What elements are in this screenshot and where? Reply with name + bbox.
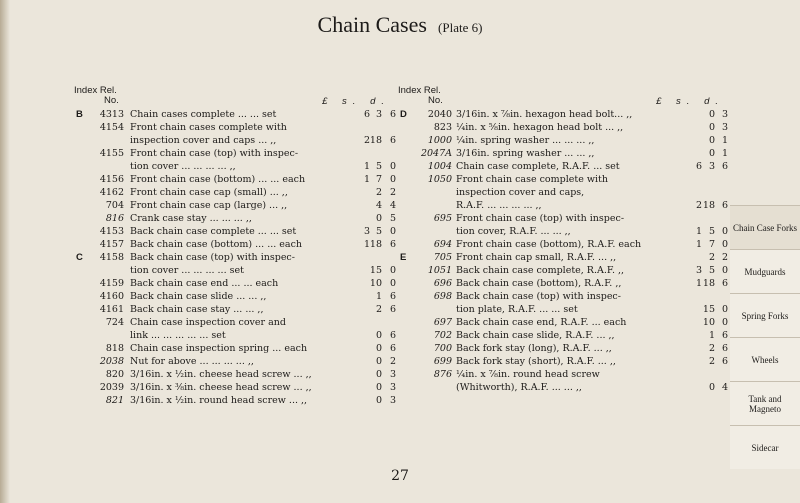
table-row [398,134,728,147]
price-pence: 3 [721,109,728,120]
price-pence: 6 [721,200,728,211]
part-number: 694 [433,239,452,250]
price-shillings: 15 [369,265,382,276]
price-pounds: 2 [363,135,370,146]
table-row [398,147,728,160]
price-pence: 0 [389,226,396,237]
part-description: Back fork stay (long), R.A.F. ... ,, [456,343,612,354]
part-description: Back chain case (bottom) ... ... each [130,239,303,250]
part-description: Crank case stay ... ... ... ,, [130,213,252,224]
part-number: 4161 [99,304,124,315]
part-description: R.A.F. ... ... ... ... ,, [456,200,542,211]
index-letter: B [76,109,83,120]
price-pounds: 3 [695,265,702,276]
section-tab[interactable]: Chain Case Forks [730,205,800,249]
table-row [398,342,728,355]
part-description: Chain case inspection spring ... each [130,343,308,354]
price-shillings: 0 [708,382,715,393]
part-number: 818 [105,343,124,354]
part-description: Back chain case complete, R.A.F. ,, [456,265,625,276]
price-pounds: 1 [695,278,702,289]
no-header: No. [104,95,119,106]
price-shillings: 2 [375,187,382,198]
table-row [398,355,728,368]
part-description: Chain cases complete ... ... set [130,109,277,120]
price-pence: 3 [389,369,396,380]
table-row [74,147,394,160]
part-number: 724 [105,317,124,328]
price-pounds: 2 [695,200,702,211]
table-row [74,212,394,225]
part-description: 3/16in. x ½in. round head screw ... ,, [130,395,308,406]
part-number: 2047A [420,148,452,159]
table-row [398,238,728,251]
table-row [74,199,394,212]
part-description: Back chain case slide ... ... ,, [130,291,267,302]
part-description: inspection cover and caps, [456,187,585,198]
table-row [74,264,394,277]
part-number: 4157 [99,239,124,250]
price-shillings: 0 [708,148,715,159]
part-description: Front chain case (top) with inspec- [130,148,299,159]
part-number: 4160 [99,291,124,302]
price-shillings: 2 [708,356,715,367]
part-number: 823 [433,122,452,133]
section-tab[interactable]: Spring Forks [730,293,800,337]
left-column-header [74,86,394,108]
section-tab[interactable]: Sidecar [730,425,800,469]
part-number: 816 [105,213,124,224]
part-number: 4153 [99,226,124,237]
table-row [398,368,728,381]
price-pounds: 6 [695,161,702,172]
table-row [398,316,728,329]
table-row [398,303,728,316]
price-pence: 0 [389,278,396,289]
part-number: 2040 [427,109,452,120]
price-pence: 4 [721,382,728,393]
index-letter: C [76,252,83,263]
price-shillings: 0 [375,382,382,393]
part-description: ¼in. x ⅝in. hexagon head bolt ... ,, [456,122,624,133]
price-pence: 6 [721,161,728,172]
price-pence: 6 [721,330,728,341]
table-row [74,277,394,290]
price-shillings: 10 [369,278,382,289]
part-number: 1051 [427,265,452,276]
price-shillings: 5 [375,226,382,237]
price-shillings: 1 [708,330,715,341]
table-row [398,173,728,186]
table-row [74,186,394,199]
part-description: tion cover ... ... ... ... ,, [130,161,236,172]
table-row [74,355,394,368]
price-shillings: 1 [375,291,382,302]
price-shillings: 18 [702,278,715,289]
price-shillings: 10 [702,317,715,328]
price-pence: 6 [389,291,396,302]
part-description: Front chain cap small, R.A.F. ... ,, [456,252,617,263]
part-description: Back chain case end, R.A.F. ... each [456,317,627,328]
part-description: Front chain case (bottom), R.A.F. each [456,239,642,250]
index-letter: E [400,252,407,263]
part-description: (Whitworth), R.A.F. ... ... ,, [456,382,582,393]
part-description: Back chain case complete ... ... set [130,226,297,237]
section-tab[interactable]: Mudguards [730,249,800,293]
table-row [398,121,728,134]
part-description: Back chain case stay ... ... ,, [130,304,264,315]
price-shillings: 0 [375,356,382,367]
price-pence: 4 [389,200,396,211]
table-row [398,199,728,212]
part-number: 4154 [99,122,124,133]
section-tabs [730,205,800,469]
part-number: 821 [105,395,124,406]
table-row [74,342,394,355]
part-number: 698 [433,291,452,302]
part-number: 695 [433,213,452,224]
price-shillings: 7 [708,239,715,250]
section-tab[interactable]: Wheels [730,337,800,381]
price-pence: 0 [389,174,396,185]
price-pence: 1 [721,148,728,159]
price-pounds: 1 [363,174,370,185]
part-number: 705 [433,252,452,263]
table-row [74,173,394,186]
part-number: 1004 [427,161,452,172]
part-description: 3/16in. x ½in. cheese head screw ... ,, [130,369,312,380]
part-description: Back fork stay (short), R.A.F. ... ,, [456,356,616,367]
table-row [74,381,394,394]
left-rows [74,108,394,407]
table-row [74,368,394,381]
price-pence: 6 [389,330,396,341]
part-description: 3/16in. x ⅞in. hexagon head bolt... ,, [456,109,633,120]
part-number: 2039 [99,382,124,393]
index-rel-header: Index Rel. [74,85,117,96]
price-shillings: 2 [375,304,382,315]
price-shillings: 0 [375,343,382,354]
table-row [74,134,394,147]
part-description: 3/16in. x ⅜in. cheese head screw ... ,, [130,382,312,393]
part-description: Back chain case slide, R.A.F. ... ,, [456,330,615,341]
price-shillings: 15 [702,304,715,315]
part-number: 2038 [99,356,124,367]
price-pence: 0 [721,239,728,250]
index-letter: D [400,109,407,120]
price-pence: 6 [721,343,728,354]
table-row [398,290,728,303]
part-description: Back chain case (top) with inspec- [456,291,621,302]
price-header: £ s. d. [656,96,724,107]
part-number: 702 [433,330,452,341]
price-shillings: 18 [369,239,382,250]
part-number: 700 [433,343,452,354]
title-text: Chain Cases [317,12,427,37]
part-number: 699 [433,356,452,367]
price-shillings: 5 [708,265,715,276]
price-pence: 2 [389,187,396,198]
price-shillings: 0 [375,330,382,341]
price-shillings: 18 [702,200,715,211]
price-pence: 0 [721,265,728,276]
table-row [398,160,728,173]
table-row [74,329,394,342]
price-shillings: 5 [708,226,715,237]
price-shillings: 0 [375,369,382,380]
table-row [398,381,728,394]
part-number: 696 [433,278,452,289]
price-shillings: 3 [375,109,382,120]
price-pence: 2 [389,356,396,367]
table-row [74,251,394,264]
part-number: 697 [433,317,452,328]
no-header: No. [428,95,443,106]
part-description: 3/16in. spring washer ... ... ,, [456,148,595,159]
price-shillings: 5 [375,161,382,172]
price-shillings: 2 [708,252,715,263]
part-description: Front chain case cap (small) ... ,, [130,187,288,198]
table-row [398,212,728,225]
index-rel-header: Index Rel. [398,85,441,96]
price-pence: 5 [389,213,396,224]
price-shillings: 0 [375,213,382,224]
part-number: 4313 [99,109,124,120]
part-description: Nut for above ... ... ... ... ,, [130,356,254,367]
table-row [74,238,394,251]
part-number: 876 [433,369,452,380]
price-pence: 6 [721,356,728,367]
part-number: 4158 [99,252,124,263]
right-column-header [398,86,728,108]
price-pounds: 3 [363,226,370,237]
part-number: 4156 [99,174,124,185]
table-row [74,316,394,329]
table-row [74,160,394,173]
table-row [398,264,728,277]
price-shillings: 0 [708,109,715,120]
part-description: ¼in. x ⅞in. round head screw [456,369,600,380]
table-row [74,394,394,407]
price-pounds: 1 [695,226,702,237]
part-number: 4162 [99,187,124,198]
part-number: 4155 [99,148,124,159]
price-pence: 6 [389,109,396,120]
part-number: 1050 [427,174,452,185]
right-rows [398,108,728,394]
table-row [74,303,394,316]
table-row [398,251,728,264]
price-pence: 6 [721,278,728,289]
price-pence: 0 [721,317,728,328]
price-shillings: 18 [369,135,382,146]
page-title [0,12,800,38]
table-row [398,108,728,121]
part-number: 704 [105,200,124,211]
price-shillings: 0 [708,135,715,146]
page-gutter [0,0,10,503]
part-number: 820 [105,369,124,380]
part-description: Back chain case (bottom), R.A.F. ,, [456,278,622,289]
price-pence: 6 [389,343,396,354]
page-number: 27 [391,468,409,484]
table-row [74,121,394,134]
part-description: inspection cover and caps ... ,, [130,135,277,146]
price-pounds: 6 [363,109,370,120]
price-pence: 3 [389,395,396,406]
part-description: link ... ... ... ... ... set [130,330,226,341]
part-description: Chain case complete, R.A.F. ... set [456,161,620,172]
price-pence: 3 [721,122,728,133]
price-pounds: 1 [363,161,370,172]
table-row [74,108,394,121]
subtitle-text: (Plate 6) [438,20,483,35]
price-shillings: 4 [375,200,382,211]
price-pence: 6 [389,304,396,315]
part-description: Back chain case end ... ... each [130,278,279,289]
price-pence: 2 [721,252,728,263]
part-description: tion cover ... ... ... ... set [130,265,244,276]
right-parts-column [398,86,728,394]
price-header: £ s. d. [322,96,390,107]
table-row [398,329,728,342]
price-pounds: 1 [695,239,702,250]
part-description: Front chain case (bottom) ... ... each [130,174,306,185]
price-pence: 0 [721,304,728,315]
table-row [74,225,394,238]
part-description: Back chain case (top) with inspec- [130,252,295,263]
price-pence: 6 [389,239,396,250]
part-description: ¼in. spring washer ... ... ... ,, [456,135,595,146]
part-description: Chain case inspection cover and [130,317,286,328]
price-shillings: 2 [708,343,715,354]
price-shillings: 3 [708,161,715,172]
part-number: 1000 [427,135,452,146]
price-shillings: 0 [708,122,715,133]
part-number: 4159 [99,278,124,289]
section-tab[interactable]: Tank and Magneto [730,381,800,425]
part-description: tion cover, R.A.F. ... ... ,, [456,226,571,237]
part-description: Front chain case (top) with inspec- [456,213,625,224]
table-row [398,186,728,199]
part-description: tion plate, R.A.F. ... ... set [456,304,578,315]
part-description: Front chain case complete with [456,174,608,185]
price-pence: 6 [389,135,396,146]
table-row [398,277,728,290]
price-shillings: 0 [375,395,382,406]
price-pence: 3 [389,382,396,393]
price-pence: 0 [389,161,396,172]
part-description: Front chain case cap (large) ... ,, [130,200,288,211]
left-parts-column [74,86,394,407]
price-pounds: 1 [363,239,370,250]
part-description: Front chain cases complete with [130,122,287,133]
price-pence: 0 [721,226,728,237]
price-pence: 1 [721,135,728,146]
table-row [74,290,394,303]
price-shillings: 7 [375,174,382,185]
price-pence: 0 [389,265,396,276]
table-row [398,225,728,238]
